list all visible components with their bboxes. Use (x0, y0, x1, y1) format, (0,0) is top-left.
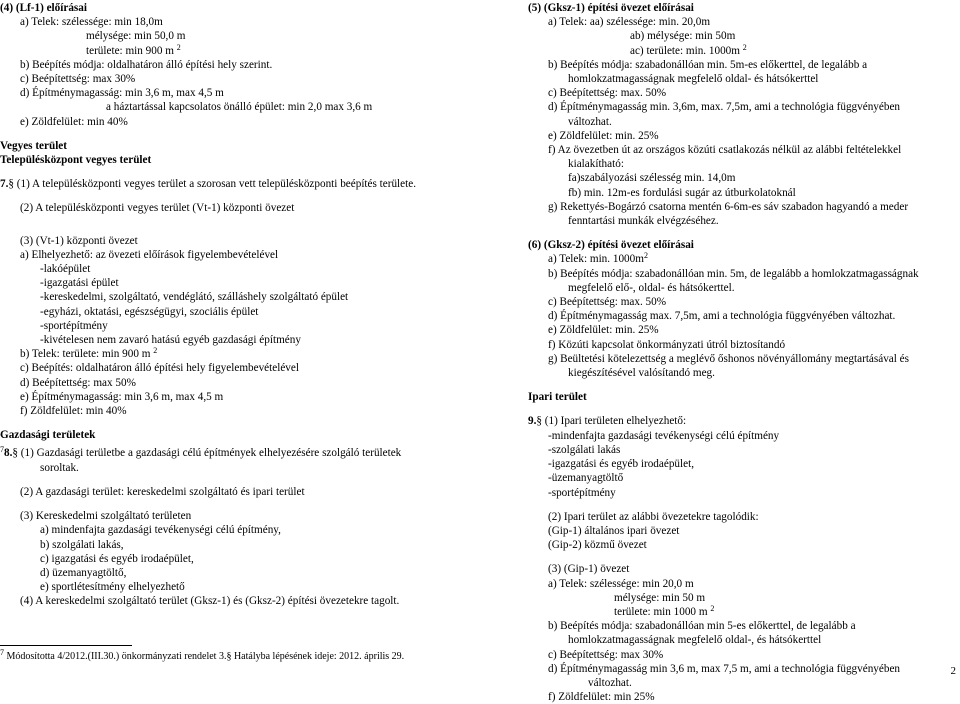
p9-item: -igazgatási és egyéb irodaépület, (548, 458, 694, 471)
gip1-line: változhat. (588, 676, 632, 689)
lf1-line: területe: min 900 m $^2$ (86, 42, 181, 57)
vt1-line: e) Építménymagasság: min 3,6 m, max 4,5 m (20, 390, 224, 403)
gip1-line: területe: min 1000 m $^2$ (614, 603, 715, 618)
vt1-line: c) Beépítés: oldalhatáron álló építési hely figyelembevételével (20, 362, 299, 375)
gksz2-a: a) Telek: min. $1000m^2$ (548, 251, 648, 266)
p9-item: -sportépítmény (548, 486, 616, 499)
gksz1-line: e) Zöldfelület: min. 25% (548, 129, 659, 142)
gip1-title: (3) (Gip-1) övezet (548, 563, 630, 576)
lf1-line: b) Beépítés módja: oldalhatáron álló építési hely szerint. (20, 58, 273, 71)
gksz1-line: fb) min. 12m-es fordulási sugár az útburkolatoknál (568, 186, 796, 199)
gip1-line: d) Építménymagasság min 3,6 m, max 7,5 m, ami a technológia függvényében (548, 662, 901, 675)
gksz2-line: g) Beültetési kötelezettség a meglévő őshonos növényállomány megtartásával és (548, 352, 909, 365)
p8-3-item: a) mindenfajta gazdasági tevékenységi célú építmény, (40, 524, 281, 537)
right-column (528, 0, 958, 704)
p8-3-item: e) sportlétesítmény elhelyezhető (40, 581, 185, 594)
p9-2-item: (Gip-1) általános ipari övezet (548, 524, 680, 537)
gksz1-line: c) Beépítettség: max. 50% (548, 87, 667, 100)
vt1-list-item: -kereskedelmi, szolgáltató, vendéglátó, szálláshely szolgáltató épület (40, 291, 349, 304)
gksz2-line: kiegészítésével valósítandó meg. (568, 367, 715, 380)
gksz1-line: változhat. (568, 115, 612, 128)
gip1-line: homlokzatmagasságnak megfelelő oldal-, és hátsókerttel (568, 634, 822, 647)
gip1-line: a) Telek: szélessége: min 20,0 m (548, 577, 694, 590)
vt1-list-item: -igazgatási épület (40, 277, 119, 290)
p9: 9.§ (1) Ipari területen elhelyezhető: (528, 415, 687, 428)
p8-3-item: d) üzemanyagtöltő, (40, 566, 127, 579)
gksz1-line: f) Az övezetben út az országos közúti csatlakozás nélkül az alábbi feltételekkel (548, 144, 902, 157)
gksz2-line: f) Közúti kapcsolat önkormányzati útról biztosítandó (548, 338, 786, 351)
vt1-line: f) Zöldfelület: min 40% (20, 405, 127, 418)
lf1-line: d) Építménymagasság: min 3,6 m, max 4,5 m (20, 87, 224, 100)
vt1-list-item: -lakóépület (40, 263, 91, 276)
gksz1-line: fenntartási munkák elvégzéséhez. (568, 215, 719, 228)
page-number: 2 (950, 665, 956, 677)
gazd-heading: Gazdasági területek (0, 429, 96, 442)
gksz2-line: c) Beépítettség: max. 50% (548, 296, 667, 309)
gksz2-line: d) Építménymagasság max. 7,5m, ami a technológia függvényében változhat. (548, 310, 896, 323)
vt1-b: b) Telek: területe: min 900 m $^2$ (20, 346, 158, 361)
gip1-line: mélysége: min 50 m (614, 591, 706, 604)
p7: 7.§ (1) A településközponti vegyes terület a szorosan vett településközponti beépítés területe. (0, 178, 416, 191)
p8-2: (2) A gazdasági terület: kereskedelmi szolgáltató és ipari terület (20, 485, 305, 498)
gksz1-line: ab) mélysége: min 50m (630, 30, 736, 43)
p8: $^7$8.§ (1) Gazdasági területbe a gazdasági célú építmények elhelyezésére szolgáló területek (0, 445, 402, 460)
gksz1-line: kialakítható: (568, 158, 624, 171)
gksz1-line: homlokzatmagasságnak megfelelő oldal- és hátsókerttel (568, 73, 819, 86)
vt1-list-item: -egyházi, oktatási, egészségügyi, szociális épület (40, 305, 259, 318)
p9-item: -mindenfajta gazdasági tevékenységi célú építmény (548, 429, 780, 442)
vt1-list-item: -sportépítmény (40, 319, 108, 332)
vt1-list-item: -kivételesen nem zavaró hatású egyéb gazdasági építmény (40, 334, 301, 347)
gksz2-title: (6) (Gksz-2) építési övezet előírásai (528, 239, 694, 252)
lf1-line: e) Zöldfelület: min 40% (20, 115, 128, 128)
p8-3-item: b) szolgálati lakás, (40, 538, 124, 551)
p8-3: (3) Kereskedelmi szolgáltató területen (20, 510, 192, 523)
p7-2: (2) A településközponti vegyes terület (Vt-1) központi övezet (20, 202, 295, 215)
lf1-line: a háztartással kapcsolatos önálló épület: min 2,0 max 3,6 m (106, 101, 373, 114)
gip1-line: c) Beépítettség: max 30% (548, 648, 664, 661)
p9-item: -szolgálati lakás (548, 443, 621, 456)
left-column (0, 0, 470, 609)
lf1-line: mélysége: min 50,0 m (86, 30, 186, 43)
p9-item: -üzemanyagtöltő (548, 472, 624, 485)
gksz1-title: (5) (Gksz-1) építési övezet előírásai (528, 2, 694, 14)
gksz2-line: b) Beépítés módja: szabadonállóan min. 5m, de legalább a homlokzatmagasságnak (548, 267, 919, 280)
lf1-line: a) Telek: szélessége: min 18,0m (20, 16, 163, 29)
vt1-a: a) Elhelyezhető: az övezeti előírások figyelembevételével (20, 248, 279, 261)
gksz2-line: e) Zöldfelület: min. 25% (548, 324, 659, 337)
footnote: $^7$ Módosította 4/2012.(III.30.) önkormányzati rendelet 3.§ Hatályba lépésének ideje: 2012. április 29. (0, 648, 405, 662)
gksz1-line: g) Rekettyés-Bogárzó csatorna mentén 6-6m-es sáv szabadon hagyandó a meder (548, 200, 909, 213)
telepules-heading: Településközpont vegyes terület (0, 154, 152, 167)
lf1-line: c) Beépítettség: max 30% (20, 73, 136, 86)
gip1-line: f) Zöldfelület: min 25% (548, 691, 655, 704)
gksz1-line: fa)szabályozási szélesség min. 14,0m (568, 172, 736, 185)
gksz1-line: b) Beépítés módja: szabadonállóan min. 5m-es előkerttel, de legalább a (548, 58, 868, 71)
gip1-line: b) Beépítés módja: szabadonállóan min 5-es előkerttel, de legalább a (548, 620, 856, 633)
p8-cont: soroltak. (40, 461, 79, 474)
p8-3-item: c) igazgatási és egyéb irodaépület, (40, 552, 194, 565)
gksz1-line: a) Telek: aa) szélessége: min. 20,0m (548, 16, 711, 29)
p9-2: (2) Ipari terület az alábbi övezetekre tagolódik: (548, 510, 759, 523)
gksz1-line: ac) területe: min. 1000m $^2$ (630, 42, 747, 57)
footnote-divider (0, 645, 132, 646)
lf1-title: (4) (Lf-1) előírásai (0, 2, 87, 14)
vt1-line: d) Beépítettség: max 50% (20, 376, 136, 389)
ipari-heading: Ipari terület (528, 391, 587, 404)
vegyes-heading: Vegyes terület (0, 139, 67, 152)
p8-4: (4) A kereskedelmi szolgáltató terület (Gksz-1) és (Gksz-2) építési övezetekre tagolt. (20, 595, 400, 608)
gksz1-line: d) Építménymagasság min. 3,6m, max. 7,5m, ami a technológia függvényében (548, 101, 901, 114)
p9-2-item: (Gip-2) közmű övezet (548, 539, 647, 552)
gksz2-line: megfelelő elő-, oldal- és hátsókerttel. (568, 281, 735, 294)
vt1-title: (3) (Vt-1) központi övezet (20, 234, 138, 247)
